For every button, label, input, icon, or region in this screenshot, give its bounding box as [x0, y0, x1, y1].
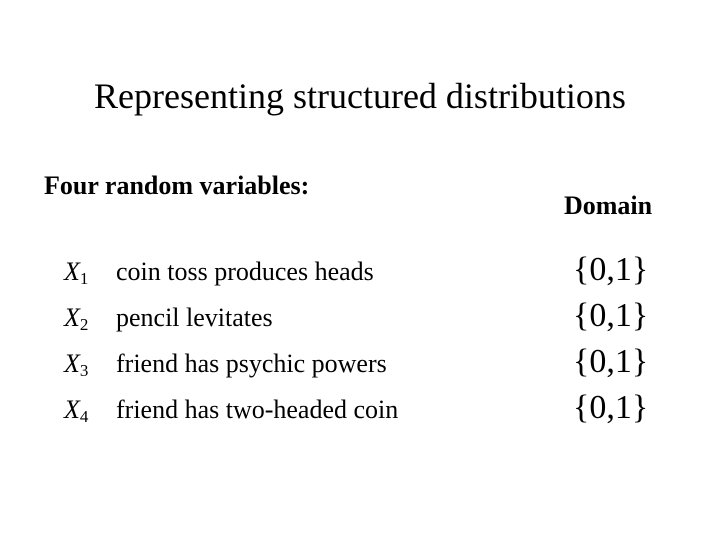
- variable-row: [64, 390, 398, 430]
- variable-description: pencil levitates: [116, 303, 273, 332]
- variable-row: [64, 344, 387, 384]
- slide-title: Representing structured distributions: [94, 76, 626, 116]
- variables-heading: Four random variables:: [44, 171, 310, 200]
- variable-row: [64, 298, 273, 338]
- variable-domain: {0,1}: [573, 251, 649, 288]
- variable-description: coin toss produces heads: [116, 257, 374, 286]
- variable-description: friend has two-headed coin: [116, 395, 399, 424]
- variable-symbol: $X_2$: [64, 303, 89, 334]
- variable-symbol: $X_4$: [64, 395, 89, 426]
- variable-domain: {0,1}: [573, 389, 649, 426]
- variable-description: friend has psychic powers: [116, 349, 387, 378]
- variable-domain: {0,1}: [573, 343, 649, 380]
- variable-row: [64, 252, 374, 292]
- variable-domain: {0,1}: [573, 297, 649, 334]
- domain-heading: Domain: [564, 191, 653, 220]
- variable-symbol: $X_1$: [64, 257, 89, 288]
- variable-symbol: $X_3$: [64, 349, 89, 380]
